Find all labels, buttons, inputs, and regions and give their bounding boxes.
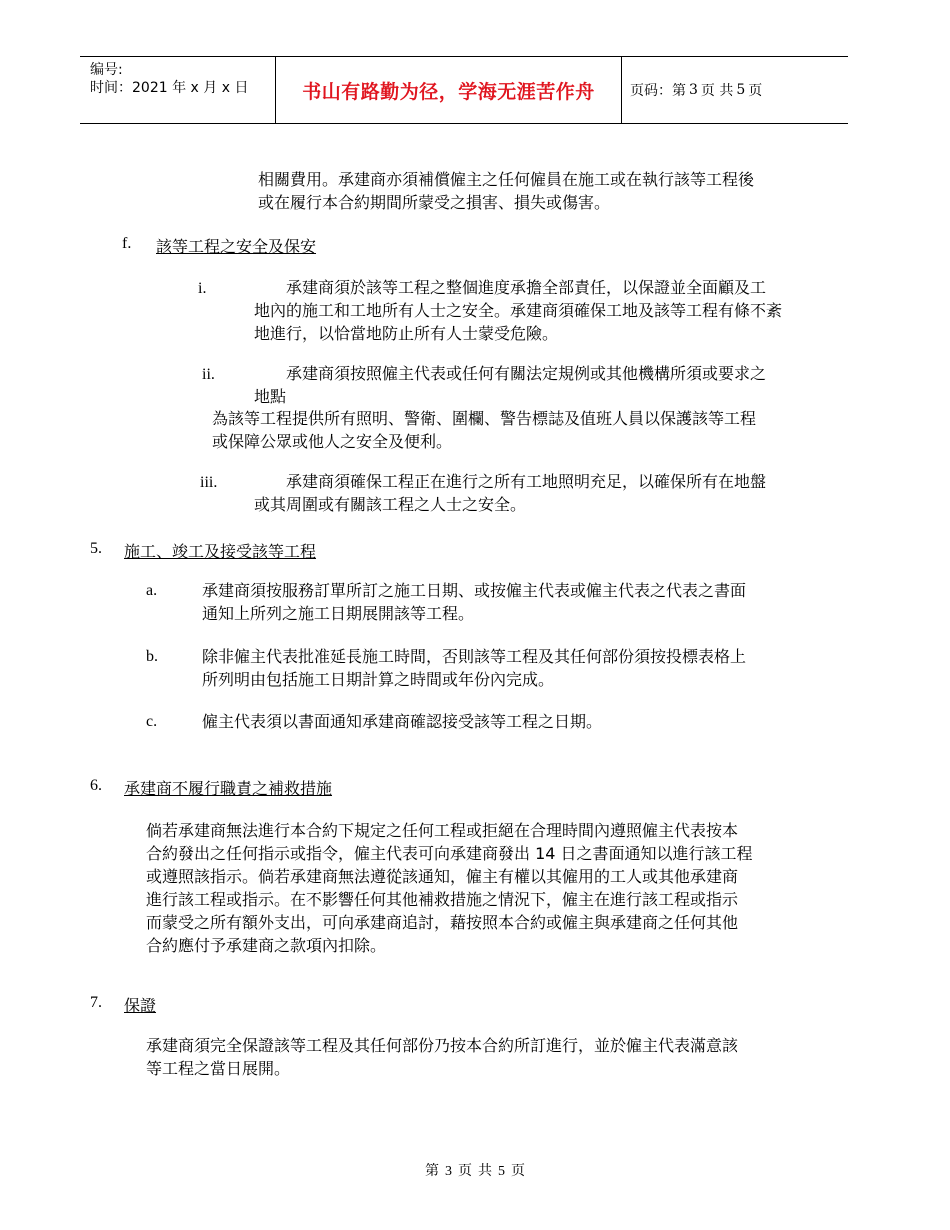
section-f-label: f.	[122, 235, 132, 252]
text-line: 承建商須確保工程正在進行之所有工地照明充足，以確保所有在地盤	[286, 472, 767, 491]
text-line: 地點	[254, 387, 287, 406]
page-header	[80, 56, 848, 124]
text-line: 為該等工程提供所有照明、警衛、圍欄、警告標誌及值班人員以保護該等工程	[212, 409, 757, 428]
item-a-text	[202, 579, 746, 625]
footer-word: 第	[425, 1164, 439, 1179]
item-ii-label: ii.	[202, 366, 215, 383]
section-6-paragraph	[146, 819, 753, 957]
item-i-text	[254, 276, 782, 345]
item-c-text	[202, 710, 602, 733]
text-line: 等工程之當日展開。	[146, 1059, 291, 1078]
text-line: 除非僱主代表批准延長施工時間，否則該等工程及其任何部份須按投標表格上	[202, 647, 747, 666]
page-number: 3	[689, 82, 698, 98]
footer-page-number: 3	[445, 1164, 452, 1179]
text-line: 或保障公眾或他人之安全及便利。	[212, 432, 453, 451]
text-line: 而蒙受之所有額外支出，可向承建商追討，藉按照本合約或僱主與承建商之任何其他	[146, 913, 739, 932]
header-motto: 书山有路勤为径，学海无涯苦作舟	[276, 57, 622, 123]
page-mid: 页 共	[700, 83, 734, 99]
text-line: 倘若承建商無法進行本合約下規定之任何工程或拒絕在合理時間內遵照僱主代表按本	[146, 821, 739, 840]
item-ii-text-body	[212, 407, 756, 453]
section-7-label: 7.	[90, 994, 102, 1011]
text-line: 地內的施工和工地所有人士之安全。承建商須確保工地及該等工程有條不紊	[254, 301, 783, 320]
text-line: 承建商須按照僱主代表或任何有關法定規例或其他機構所須或要求之	[286, 364, 767, 383]
item-iii-text	[254, 470, 766, 516]
text-line: 或遵照該指示。倘若承建商無法遵從該通知，僱主有權以其僱用的工人或其他承建商	[146, 867, 739, 886]
text-line: 所列明由包括施工日期計算之時間或年份內完成。	[202, 670, 555, 689]
text-line: 承建商須於該等工程之整個進度承擔全部責任，以保證並全面顧及工	[286, 278, 767, 297]
item-b-label: b.	[146, 648, 158, 665]
header-meta	[80, 57, 276, 123]
item-a-label: a.	[146, 582, 158, 599]
item-c-label: c.	[146, 713, 158, 730]
footer-word: 页	[511, 1164, 525, 1179]
item-i-label: i.	[198, 280, 207, 297]
page-total: 5	[736, 82, 746, 98]
header-page-info	[622, 57, 848, 123]
text-line: 或在履行本合約期間所蒙受之損害、損失或傷害。	[258, 193, 611, 212]
text-line: 通知上所列之施工日期展開該等工程。	[202, 604, 475, 623]
section-7-paragraph	[146, 1034, 738, 1080]
text-line: 承建商須完全保證該等工程及其任何部份乃按本合約所訂進行，並於僱主代表滿意該	[146, 1036, 739, 1055]
item-iii-label: iii.	[200, 474, 218, 491]
section-5-label: 5.	[90, 540, 102, 557]
item-ii-text-head	[254, 362, 766, 408]
text-line: 或其周圍或有關該工程之人士之安全。	[254, 495, 527, 514]
footer-word: 共	[478, 1164, 492, 1179]
section-6-label: 6.	[90, 777, 102, 794]
doc-number-label: 编号:	[90, 62, 123, 78]
footer-word: 页	[458, 1164, 472, 1179]
page-prefix: 页码：第	[630, 83, 686, 99]
item-b-text	[202, 645, 746, 691]
page-footer	[0, 1160, 950, 1180]
text-line: 合約發出之任何指示或指令，僱主代表可向承建商發出 14 日之書面通知以進行該工程	[146, 844, 753, 863]
text-line: 相關費用。承建商亦須補償僱主之任何僱員在施工或在執行該等工程後	[258, 170, 755, 189]
text-line: 地進行，以恰當地防止所有人士蒙受危險。	[254, 324, 559, 343]
footer-page-total: 5	[498, 1164, 505, 1179]
section-6-title: 承建商不履行職責之補救措施	[124, 779, 333, 798]
text-line: 合約應付予承建商之款項內扣除。	[146, 936, 387, 955]
continuation-paragraph	[258, 168, 754, 214]
section-f-title: 該等工程之安全及保安	[156, 237, 317, 256]
text-line: 僱主代表須以書面通知承建商確認接受該等工程之日期。	[202, 712, 603, 731]
page-suffix: 页	[748, 83, 763, 99]
text-line: 承建商須按服務訂單所訂之施工日期、或按僱主代表或僱主代表之代表之書面	[202, 581, 747, 600]
section-5-title: 施工、竣工及接受該等工程	[124, 542, 317, 561]
text-line: 進行該工程或指示。在不影響任何其他補救措施之情況下，僱主在進行該工程或指示	[146, 890, 739, 909]
doc-time-label: 时间：2021 年 x 月 x 日	[90, 80, 249, 96]
section-7-title: 保證	[124, 996, 157, 1015]
